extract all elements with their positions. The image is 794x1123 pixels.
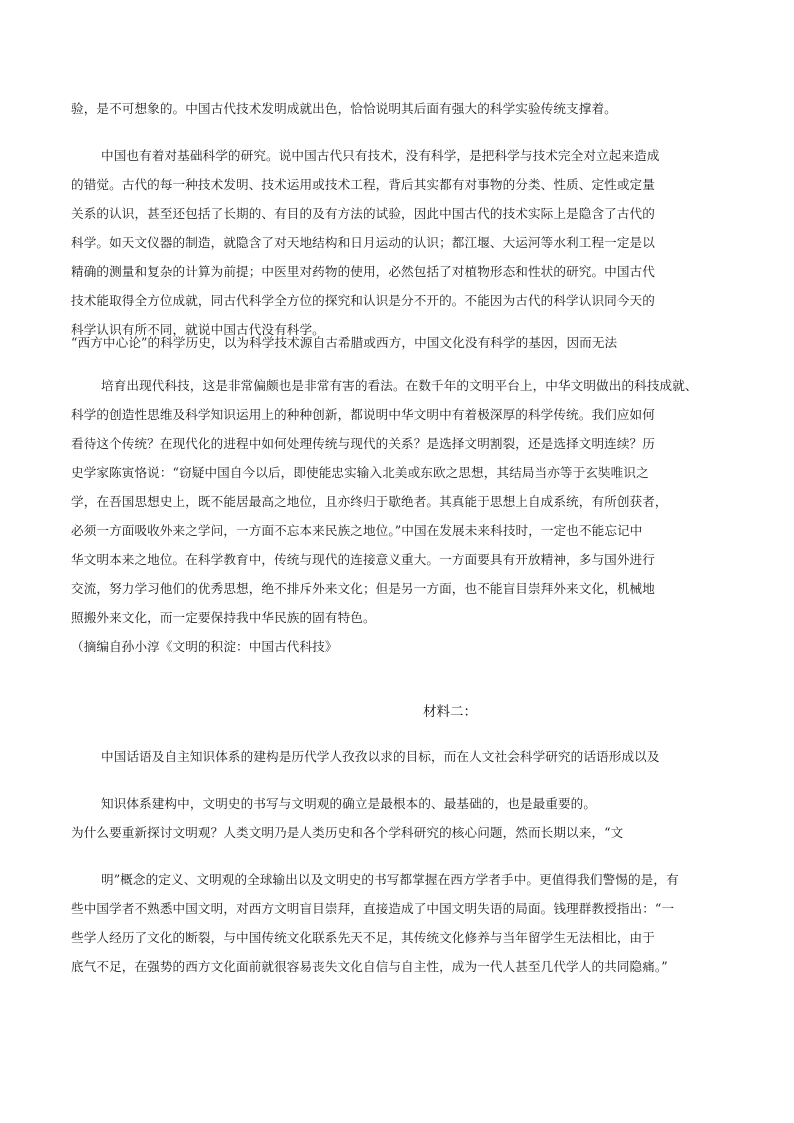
text-line: 培育出现代科技，这是非常偏颇也是非常有害的看法。在数千年的文明平台上，中华文明做出的科技成就、 (101, 378, 698, 393)
text-line: 看待这个传统？在现代化的进程中如何处理传统与现代的关系？是选择文明割裂，还是选择文明连续？历 (71, 436, 655, 451)
text-line: 科学的创造性思维及科学知识运用上的种种创新，都说明中华文明中有着极深厚的科学传统。我们应如何 (71, 407, 655, 422)
text-line: 精确的测量和复杂的计算为前提；中医里对药物的使用，必然包括了对植物形态和性状的研究。中国古代 (71, 264, 655, 279)
text-line: 必须一方面吸收外来之学问，一方面不忘本来民族之地位。”中国在发展未来科技时，一定也不能忘记中 (71, 523, 643, 538)
text-line: 些中国学者不熟悉中国文明，对西方文明盲目崇拜，直接造成了中国文明失语的局面。钱理群教授指出：“一 (71, 901, 675, 916)
text-line: 科学。如天文仪器的制造，就隐含了对天地结构和日月运动的认识；都江堰、大运河等水利工程一定是以 (71, 235, 655, 250)
text-line: 些学人经历了文化的断裂，与中国传统文化联系先天不足，其传统文化修养与当年留学生无法相比，由于 (71, 930, 655, 945)
text-line: 验，是不可想象的。中国古代技术发明成就出色，恰恰说明其后面有强大的科学实验传统支撑着。 (71, 101, 617, 116)
text-line: 知识体系建构中，文明史的书写与文明观的确立是最根本的、最基础的，也是最重要的。 (101, 796, 597, 811)
text-line: 交流，努力学习他们的优秀思想，绝不排斥外来文化；但是另一方面，也不能盲目崇拜外来文化，机械地 (71, 581, 655, 596)
text-line: 明”概念的定义、文明观的全球输出以及文明史的书写都掌握在西方学者手中。更值得我们警惕的是，有 (101, 872, 679, 887)
text-line: 技术能取得全方位成就，同古代科学全方位的探究和认识是分不开的。不能因为古代的科学认识同今天的 (71, 293, 655, 308)
text-line: 为什么要重新探讨文明观？人类文明乃是人类历史和各个学科研究的核心问题，然而长期以来，“文 (71, 825, 624, 840)
text-line: 史学家陈寅恪说：“窃疑中国自今以后，即使能忠实输入北美或东欧之思想，其结局当亦等于玄奘唯识之 (71, 465, 649, 480)
text-line: 学，在吾国思想史上，既不能居最高之地位，且亦终归于歇绝者。其真能于思想上自成系统，有所创获者， (71, 494, 668, 509)
text-line: 底气不足，在强势的西方文化面前就很容易丧失文化自信与自主性，成为一代人甚至几代学人的共同隐痛。” (71, 959, 668, 974)
text-line: 关系的认识，甚至还包括了长期的、有目的及有方法的试验，因此中国古代的技术实际上是隐含了古代的 (71, 206, 655, 221)
text-line: 的错觉。古代的每一种技术发明、技术运用或技术工程，背后其实都有对事物的分类、性质、定性或定量 (71, 177, 655, 192)
text-line: 华文明本来之地位。在科学教育中，传统与现代的连接意义重大。一方面要具有开放精神，多与国外进行 (71, 552, 655, 567)
text-line: （摘编自孙小淳《文明的积淀：中国古代科技》 (71, 639, 338, 654)
citation: 材料二： (423, 704, 477, 720)
text-line: 中国也有着对基础科学的研究。说中国古代只有技术，没有科学，是把科学与技术完全对立起来造成 (101, 148, 660, 163)
text-line: 科学认识有所不同，就说中国古代没有科学。 (71, 322, 325, 337)
text-line: “西方中心论”的科学历史，以为科学技术源自古希腊或西方，中国文化没有科学的基因，因而无法 (71, 335, 618, 350)
section-label: 中国话语及自主知识体系的建构是历代学人孜孜以求的目标，而在人文社会科学研究的话语形成以及 (101, 749, 660, 764)
text-line: 照搬外来文化，而一定要保持我中华民族的固有特色。 (71, 610, 376, 625)
